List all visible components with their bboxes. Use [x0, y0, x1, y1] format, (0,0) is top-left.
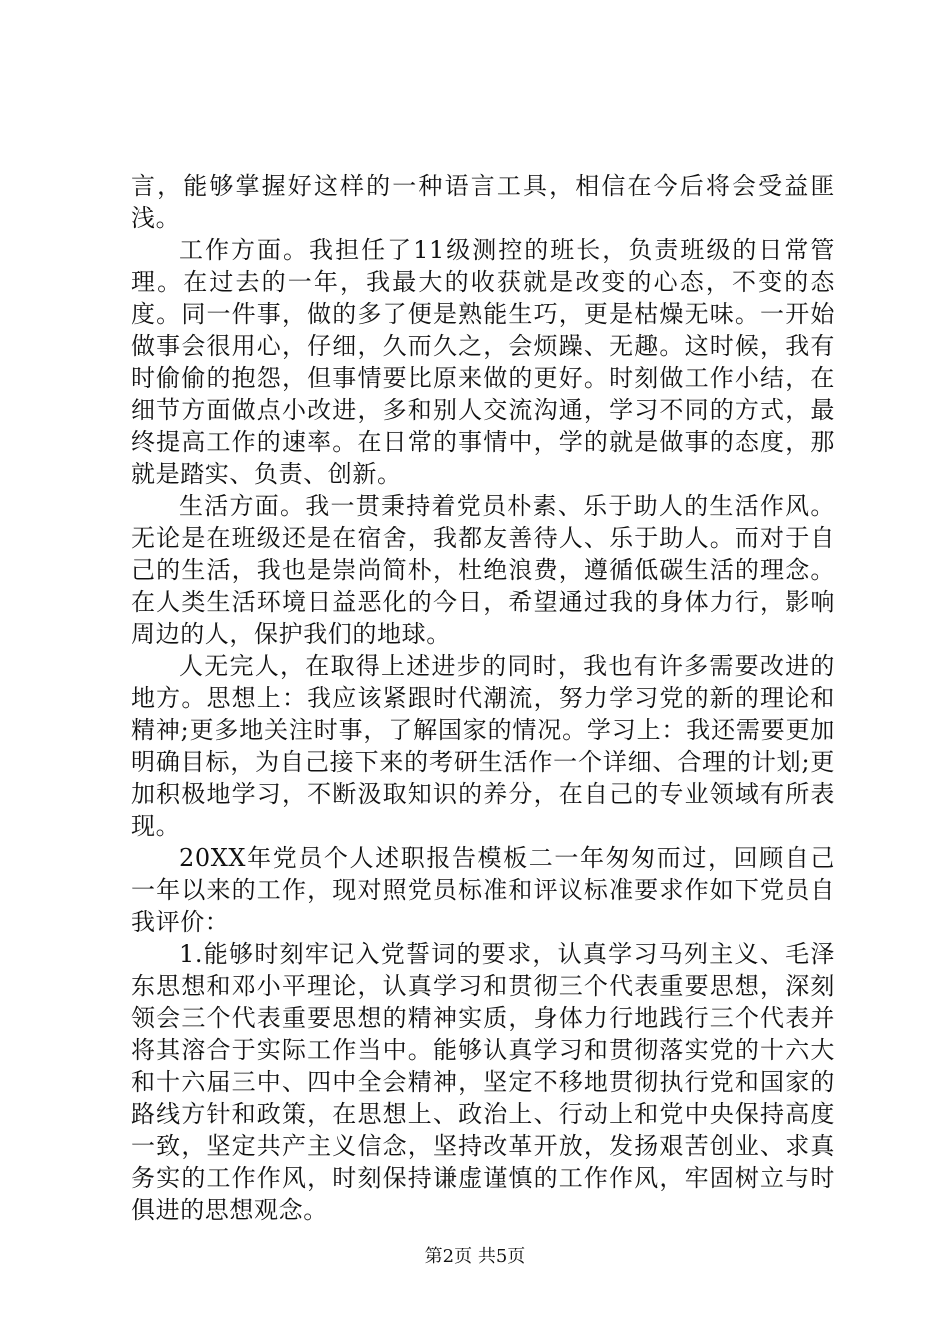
paragraph-template-intro: 20XX年党员个人述职报告模板二一年匆匆而过，回顾自己一年以来的工作，现对照党员标准和评议标准要求作如下党员自我评价：	[131, 844, 835, 936]
paragraph-continuation: 言，能够掌握好这样的一种语言工具，相信在今后将会受益匪浅。	[131, 172, 835, 232]
document-body	[131, 170, 835, 1226]
paragraph-work: 工作方面。我担任了11级测控的班长，负责班级的日常管理。在过去的一年，我最大的收获就是改变的心态，不变的态度。同一件事，做的多了便是熟能生巧，更是枯燥无味。一开始做事会很用心，仔细，久而久之，会烦躁、无趣。这时候，我有时偷偷的抱怨，但事情要比原来做的更好。时刻做工作小结，在细节方面做点小改进，多和别人交流沟通，学习不同的方式，最终提高工作的速率。在日常的事情中，学的就是做事的态度，那就是踏实、负责、创新。	[131, 236, 835, 488]
paragraph-life: 生活方面。我一贯秉持着党员朴素、乐于助人的生活作风。无论是在班级还是在宿舍，我都友善待人、乐于助人。而对于自己的生活，我也是崇尚简朴，杜绝浪费，遵循低碳生活的理念。在人类生活环境日益恶化的今日，希望通过我的身体力行，影响周边的人，保护我们的地球。	[131, 492, 835, 648]
paragraph-point-1: 1.能够时刻牢记入党誓词的要求，认真学习马列主义、毛泽东思想和邓小平理论，认真学习和贯彻三个代表重要思想，深刻领会三个代表重要思想的精神实质，身体力行地践行三个代表并将其溶合于实际工作当中。能够认真学习和贯彻落实党的十六大和十六届三中、四中全会精神，坚定不移地贯彻执行党和国家的路线方针和政策，在思想上、政治上、行动上和党中央保持高度一致，坚定共产主义信念，坚持改革开放，发扬艰苦创业、求真务实的工作作风，时刻保持谦虚谨慎的工作作风，牢固树立与时俱进的思想观念。	[131, 940, 835, 1224]
page-footer: 第2页 共5页	[424, 1246, 526, 1267]
paragraph-improvement: 人无完人，在取得上述进步的同时，我也有许多需要改进的地方。思想上：我应该紧跟时代潮流，努力学习党的新的理论和精神;更多地关注时事，了解国家的情况。学习上：我还需要更加明确目标，为自己接下来的考研生活作一个详细、合理的计划;更加积极地学习，不断汲取知识的养分，在自己的专业领域有所表现。	[131, 652, 835, 840]
